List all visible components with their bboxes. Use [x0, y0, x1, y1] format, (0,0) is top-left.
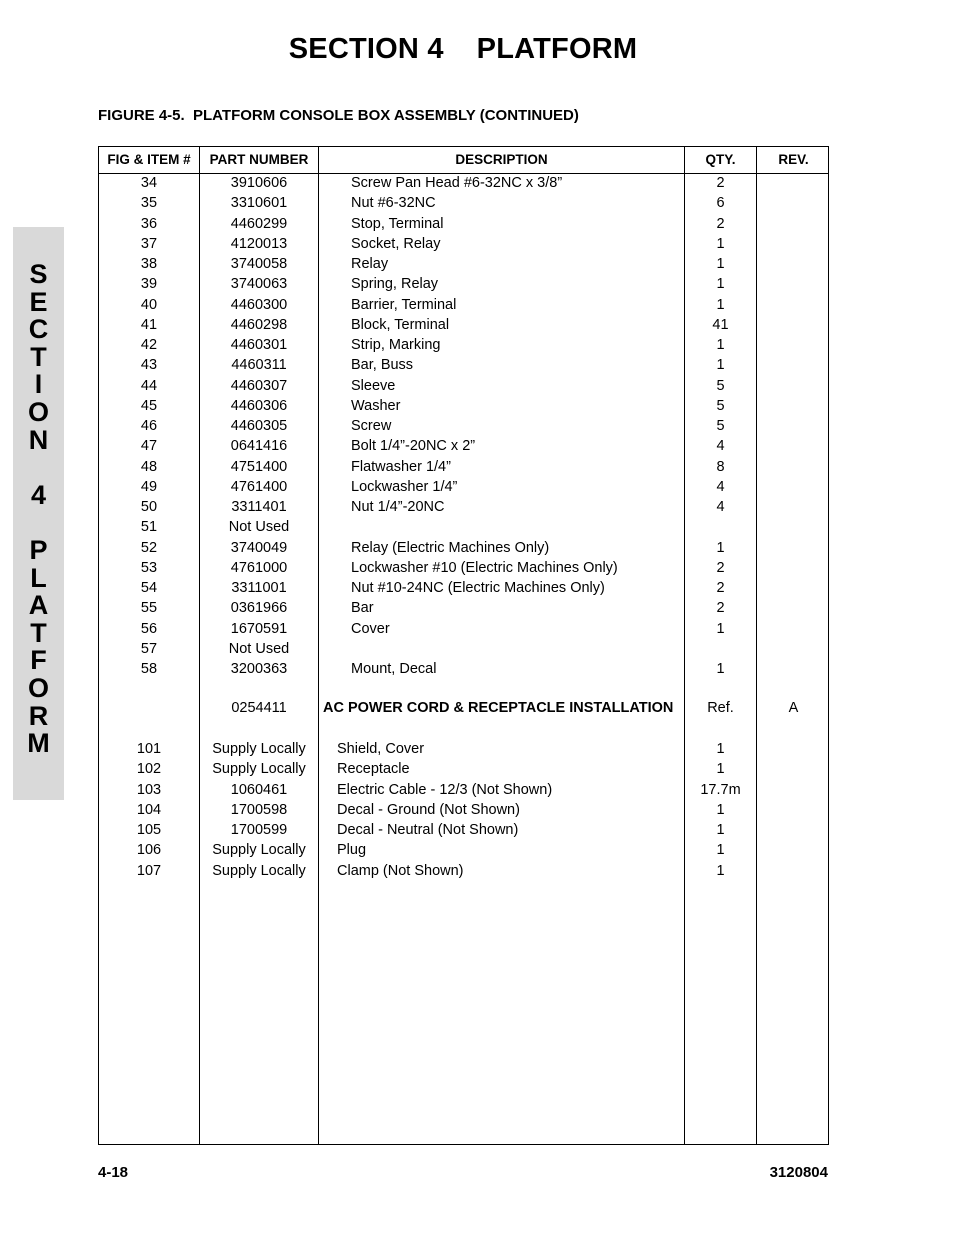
item-number-cell: 101: [136, 741, 162, 757]
side-tab-letter: T: [30, 617, 47, 648]
qty-cell: 1: [716, 862, 725, 879]
qty-cell: 1: [716, 296, 725, 313]
side-tab-letter: I: [34, 369, 43, 400]
qty-cell: 2: [716, 175, 725, 191]
qty-cell: Ref.: [707, 700, 734, 716]
item-number-cell: 47: [140, 438, 158, 455]
part-number-cell: 1700599: [230, 822, 288, 838]
part-number-cell: Supply Locally: [212, 862, 306, 879]
table-row: [99, 558, 828, 578]
description-cell: Lockwasher 1/4”: [351, 478, 458, 495]
qty-cell: 1: [716, 539, 725, 556]
table-row: [99, 457, 828, 477]
description-cell: Strip, Marking: [351, 337, 441, 353]
qty-cell: 1: [716, 741, 725, 757]
table-row: [99, 416, 828, 436]
qty-cell: 6: [716, 195, 725, 212]
qty-cell: 1: [716, 276, 725, 293]
table-row: [99, 780, 828, 800]
part-number-cell: 0641416: [230, 438, 288, 455]
part-number-cell: 1670591: [230, 620, 288, 637]
part-number-cell: 4460305: [230, 418, 288, 434]
item-number-cell: 42: [140, 337, 158, 353]
description-cell: Washer: [351, 397, 401, 414]
description-cell: Clamp (Not Shown): [337, 862, 464, 879]
qty-cell: 4: [716, 438, 725, 455]
table-row: [99, 477, 828, 497]
description-cell: Screw: [351, 418, 392, 434]
part-number-cell: 3200363: [230, 661, 288, 677]
item-number-cell: 39: [140, 276, 158, 293]
item-number-cell: 57: [140, 640, 158, 657]
side-tab-letter: S: [29, 259, 48, 289]
section-side-tab: [13, 227, 64, 800]
item-number-cell: 105: [136, 822, 162, 838]
side-tab-letter: P: [29, 535, 48, 565]
part-number-cell: 0254411: [231, 700, 287, 716]
table-row: [99, 619, 828, 639]
qty-cell: 5: [716, 377, 725, 394]
description-cell: Stop, Terminal: [351, 215, 444, 232]
description-cell: Lockwasher #10 (Electric Machines Only): [351, 559, 618, 576]
qty-cell: 5: [716, 397, 725, 414]
table-row: [99, 840, 828, 860]
qty-cell: 1: [716, 661, 725, 677]
table-row: [99, 335, 828, 355]
qty-cell: 1: [716, 842, 725, 859]
side-tab-letter: N: [28, 424, 49, 455]
figure-title: FIGURE 4-5. PLATFORM CONSOLE BOX ASSEMBLY (CONTINUED): [98, 107, 579, 124]
item-number-cell: 104: [136, 801, 162, 818]
side-tab-letter: L: [30, 562, 47, 593]
description-cell: Relay (Electric Machines Only): [351, 539, 550, 556]
item-number-cell: 44: [140, 377, 158, 394]
part-number-cell: 4460311: [231, 357, 287, 374]
header-qty: QTY.: [705, 152, 736, 167]
description-cell: Sleeve: [351, 377, 396, 394]
qty-cell: 1: [716, 337, 725, 353]
description-cell: Nut #6-32NC: [351, 195, 436, 212]
part-number-cell: 4761400: [230, 478, 288, 495]
description-cell: Plug: [337, 842, 367, 859]
qty-cell: 4: [716, 499, 725, 515]
description-cell: AC POWER CORD & RECEPTACLE INSTALLATION: [323, 700, 674, 716]
part-number-cell: 3740063: [230, 276, 288, 293]
item-number-cell: 37: [140, 235, 158, 252]
part-number-cell: 3740049: [230, 539, 288, 556]
item-number-cell: 56: [140, 620, 158, 637]
section-title: SECTION 4 PLATFORM: [288, 33, 638, 65]
description-cell: Decal - Neutral (Not Shown): [337, 822, 519, 838]
side-tab-letter: O: [27, 673, 49, 703]
table-row: [99, 436, 828, 456]
table-row: [99, 315, 828, 335]
page-number: 4-18: [98, 1164, 129, 1181]
description-cell: Decal - Ground (Not Shown): [337, 801, 520, 818]
qty-cell: 1: [716, 256, 725, 272]
item-number-cell: 106: [136, 842, 162, 859]
part-number-cell: 3311001: [231, 580, 287, 596]
side-tab-letter: A: [28, 590, 49, 621]
part-number-cell: Not Used: [228, 640, 290, 657]
part-number-cell: 4120013: [230, 235, 288, 252]
item-number-cell: 36: [140, 215, 158, 232]
header-item: FIG & ITEM #: [107, 152, 191, 167]
table-row: [99, 234, 828, 254]
part-number-cell: 4460300: [230, 296, 288, 313]
table-row: [99, 254, 828, 274]
table-row: [99, 497, 828, 517]
description-cell: Screw Pan Head #6-32NC x 3/8”: [351, 175, 563, 191]
qty-cell: 1: [716, 357, 725, 374]
part-number-cell: 1700598: [230, 801, 288, 818]
item-number-cell: 51: [140, 519, 158, 536]
item-number-cell: 41: [140, 316, 158, 333]
description-cell: Bar, Buss: [351, 357, 414, 374]
part-number-cell: 4761000: [230, 559, 288, 576]
part-number-cell: 4751400: [230, 458, 288, 475]
description-cell: Bolt 1/4”-20NC x 2”: [351, 438, 476, 455]
item-number-cell: 35: [140, 195, 158, 212]
table-row: [99, 598, 828, 618]
part-number-cell: 4460301: [230, 337, 288, 353]
part-number-cell: 3311401: [231, 499, 287, 515]
description-cell: Bar: [351, 600, 374, 617]
side-tab-letter: R: [28, 700, 49, 731]
qty-cell: 5: [716, 418, 725, 434]
qty-cell: 2: [716, 600, 725, 617]
description-cell: Shield, Cover: [337, 741, 425, 757]
qty-cell: 2: [716, 215, 725, 232]
part-number-cell: 4460299: [230, 215, 288, 232]
qty-cell: 1: [716, 761, 725, 778]
part-number-cell: 4460307: [230, 377, 288, 394]
description-cell: Mount, Decal: [351, 661, 437, 677]
item-number-cell: 46: [140, 418, 158, 434]
parts-table: [98, 146, 829, 1145]
table-row: [99, 820, 828, 840]
description-cell: Receptacle: [337, 761, 410, 778]
header-part-number: PART NUMBER: [209, 152, 309, 167]
side-tab-letter: M: [27, 728, 50, 759]
item-number-cell: 48: [140, 458, 158, 475]
qty-cell: 1: [716, 620, 725, 637]
document-number: 3120804: [769, 1164, 828, 1181]
part-number-cell: 3740058: [230, 256, 288, 272]
side-tab-letter: O: [27, 397, 49, 427]
qty-cell: 2: [716, 559, 725, 576]
table-row: [99, 578, 828, 598]
table-row: [99, 193, 828, 213]
item-number-cell: 34: [140, 175, 158, 191]
part-number-cell: 4460306: [230, 397, 288, 414]
description-cell: Flatwasher 1/4”: [351, 458, 451, 475]
item-number-cell: 40: [140, 296, 158, 313]
table-row: [99, 538, 828, 558]
table-row: [99, 659, 828, 679]
description-cell: Nut 1/4”-20NC: [351, 499, 445, 515]
part-number-cell: 3910606: [230, 175, 288, 191]
description-cell: Socket, Relay: [351, 235, 441, 252]
side-tab-letter: T: [30, 341, 47, 372]
header-rev: REV.: [778, 152, 809, 167]
item-number-cell: 55: [140, 600, 158, 617]
side-tab-letter: E: [29, 286, 48, 317]
item-number-cell: 102: [136, 761, 162, 778]
part-number-cell: Not Used: [228, 519, 290, 536]
part-number-cell: 3310601: [230, 195, 288, 212]
assembly-row: [99, 698, 828, 718]
item-number-cell: 103: [136, 781, 162, 798]
qty-cell: 1: [716, 801, 725, 818]
description-cell: Block, Terminal: [351, 316, 450, 333]
table-row: [99, 800, 828, 820]
item-number-cell: 43: [140, 357, 158, 374]
table-row: [99, 639, 828, 659]
side-tab-letter: C: [28, 314, 49, 345]
part-number-cell: Supply Locally: [212, 842, 306, 859]
description-cell: Nut #10-24NC (Electric Machines Only): [351, 580, 605, 596]
item-number-cell: 58: [140, 661, 158, 677]
qty-cell: 8: [716, 458, 725, 475]
part-number-cell: 0361966: [230, 600, 288, 617]
item-number-cell: 45: [140, 397, 158, 414]
part-number-cell: Supply Locally: [212, 741, 306, 757]
table-row: [99, 517, 828, 537]
qty-cell: 1: [716, 822, 725, 838]
table-row: [99, 861, 828, 881]
qty-cell: 41: [712, 316, 729, 333]
item-number-cell: 54: [140, 580, 158, 596]
side-tab-letter: F: [30, 645, 47, 676]
table-row: [99, 295, 828, 315]
description-cell: Spring, Relay: [351, 276, 439, 293]
table-row: [99, 173, 828, 193]
item-number-cell: 38: [140, 256, 158, 272]
table-row: [99, 739, 828, 759]
table-row: [99, 396, 828, 416]
description-cell: Cover: [351, 620, 390, 637]
table-row: [99, 274, 828, 294]
part-number-cell: Supply Locally: [212, 761, 306, 778]
item-number-cell: 52: [140, 539, 158, 556]
part-number-cell: 4460298: [230, 316, 288, 333]
table-row: [99, 214, 828, 234]
side-tab-letter: 4: [30, 479, 47, 510]
table-row: [99, 376, 828, 396]
item-number-cell: 53: [140, 559, 158, 576]
qty-cell: 2: [716, 580, 725, 596]
item-number-cell: 49: [140, 478, 158, 495]
table-row: [99, 355, 828, 375]
item-number-cell: 107: [136, 862, 162, 879]
qty-cell: 1: [716, 235, 725, 252]
part-number-cell: 1060461: [230, 781, 288, 798]
description-cell: Electric Cable - 12/3 (Not Shown): [337, 781, 553, 798]
qty-cell: 17.7m: [700, 781, 741, 798]
qty-cell: 4: [716, 478, 725, 495]
header-description: DESCRIPTION: [455, 152, 548, 167]
rev-cell: A: [788, 700, 799, 716]
item-number-cell: 50: [140, 499, 158, 515]
description-cell: Relay: [351, 256, 389, 272]
description-cell: Barrier, Terminal: [351, 296, 457, 313]
table-row: [99, 759, 828, 779]
